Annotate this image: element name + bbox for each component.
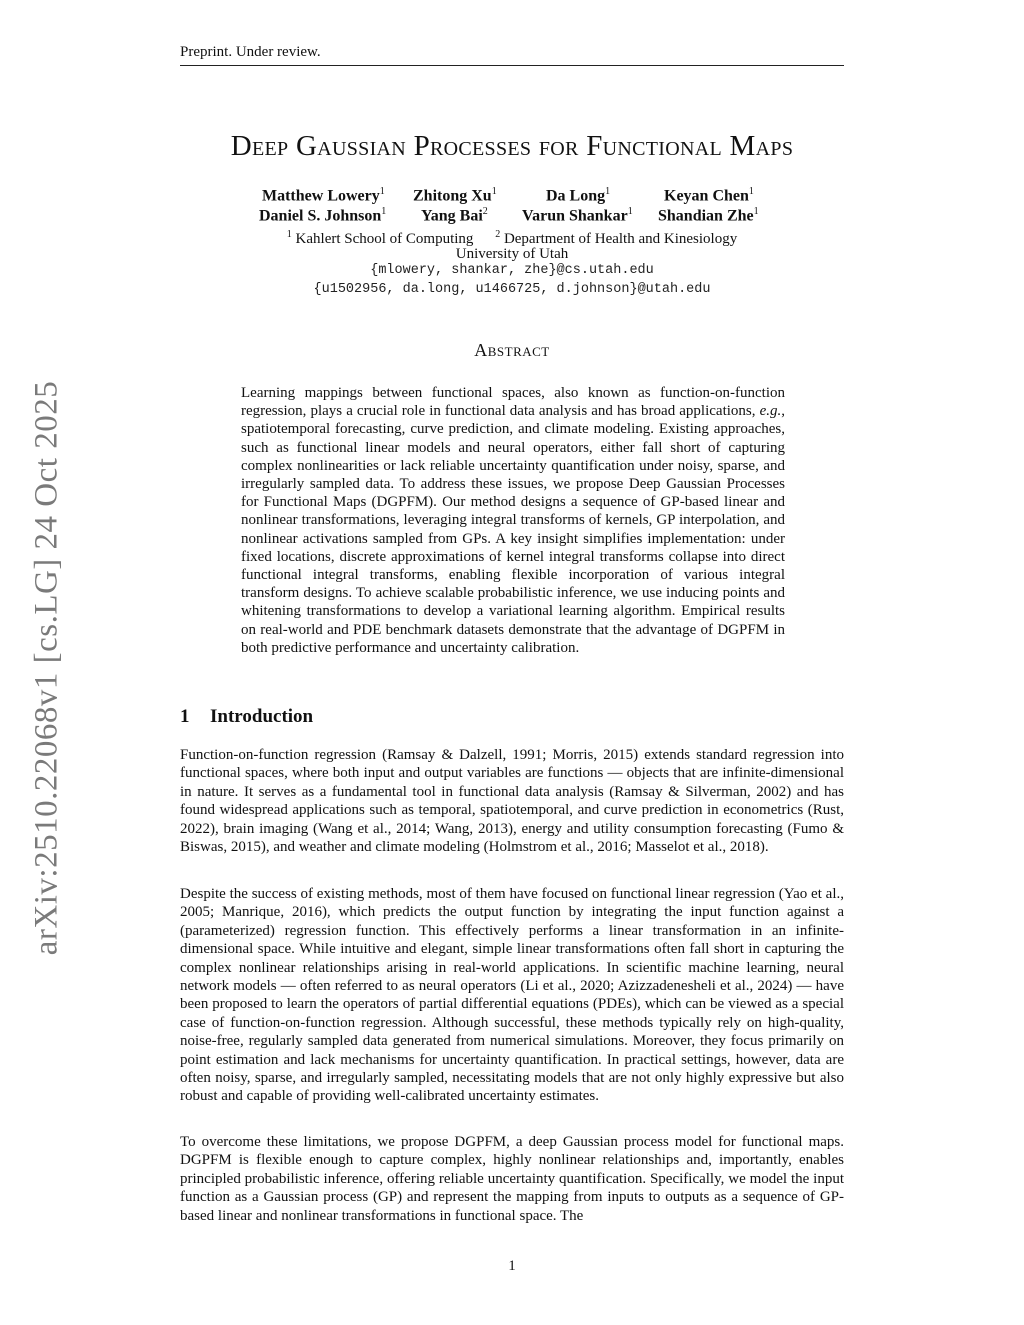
author: Matthew Lowery$^1$	[262, 186, 385, 205]
affiliation: $^1$ Kahlert School of Computing	[286, 229, 474, 247]
paragraph: To overcome these limitations, we propose DGPFM, a deep Gaussian process model for functional maps. DGPFM is flexible enough to capture complex, highly nonlinear relationships and, importantly, enables principled probabilistic inference, offering reliable uncertainty quantification. Specifically, we model the input function as a Gaussian process (GP) and represent the mapping from inputs to outputs as a sequence of GP-based linear and nonlinear transformations in functional space. The	[180, 1134, 844, 1224]
page-number: 1	[508, 1258, 516, 1274]
author: Daniel S. Johnson$^1$	[259, 206, 387, 225]
section-heading	[180, 706, 313, 728]
abstract-heading: Abstract	[474, 340, 550, 360]
author: Shandian Zhe$^1$	[658, 206, 759, 225]
author: Keyan Chen$^1$	[664, 186, 754, 205]
abstract-text: Learning mappings between functional spaces, also known as function-on-function regression, plays a crucial role in functional data analysis and has broad applications, e.g., spatiotemporal forecasting, curve prediction, and climate modeling. Existing approaches, such as functional linear models and neural operators, either fall short of capturing complex nonlinearities or lack reliable uncertainty quantification under noisy, sparse, and irregularly sampled data. To address these issues, we propose Deep Gaussian Processes for Functional Maps (DGPFM). Our method designs a sequence of GP-based linear and nonlinear transformations, leveraging integral transforms of kernels, GP interpolation, and nonlinear activations sampled from GPs. A key insight simplifies implementation: under fixed locations, discrete approximations of kernel integral transforms collapse into direct functional integral transforms, enabling flexible incorporation of various integral transform designs. To achieve scalable probabilistic inference, we use inducing points and whitening transformations to develop a variational learning algorithm. Empirical results on real-world and PDE benchmark datasets demonstrate that the advantage of DGPFM in both predictive performance and uncertainty calibration.	[241, 385, 785, 656]
author: Zhitong Xu$^1$	[413, 186, 497, 205]
university: University of Utah	[455, 246, 569, 262]
email-line: {u1502956, da.long, u1466725, d.johnson}@utah.edu	[313, 282, 711, 297]
affiliation: $^2$ Department of Health and Kinesiology	[495, 229, 738, 247]
author-row-1	[180, 186, 844, 206]
paragraph: Function-on-function regression (Ramsay & Dalzell, 1991; Morris, 2015) extends standard regression into functional spaces, where both input and output variables are functions — objects that are infinite-dimensional in nature. It serves as a fundamental tool in functional data analysis (Ramsay & Silverman, 2002) and has found widespread applications such as temporal, spatiotemporal, and curve prediction in econometrics (Rust, 2022), brain imaging (Wang et al., 2014; Wang, 2013), energy and utility consumption forecasting (Fumo & Biswas, 2015), and weather and climate modeling (Holmstrom et al., 2016; Masselot et al., 2018).	[180, 747, 844, 856]
paragraph: Despite the success of existing methods, most of them have focused on functional linear regression (Yao et al., 2005; Manrique, 2016), which predicts the output function by integrating the input function against a (parameterized) regression function. This effectively performs a linear transformation in an infinite-dimensional space. While intuitive and elegant, simple linear transformations often fall short in capturing the complex nonlinear relationships arising in real-world applications. In scientific machine learning, neural network models — often referred to as neural operators (Li et al., 2020; Azizzadenesheli et al., 2024) — have been proposed to learn the operators of partial differential equations (PDEs), which can be viewed as a special case of function-on-function regression. Although successful, these methods typically rely on high-quality, noise-free, regularly sampled data generated from numerical simulations. Moreover, they focus primarily on point estimation and lack mechanisms for uncertainty quantification. In practical settings, however, data are often noisy, sparse, and irregularly sampled, necessitating models that are not only highly expressive but also robust and capable of providing well-calibrated uncertainty estimates.	[180, 886, 844, 1105]
author-list	[180, 186, 844, 226]
author: Yang Bai$^2$	[421, 206, 488, 225]
arxiv-stamp: arXiv:2510.22068v1 [cs.LG] 24 Oct 2025	[28, 380, 65, 956]
author: Da Long$^1$	[546, 186, 611, 205]
section-title: Introduction	[210, 706, 314, 727]
running-head: Preprint. Under review.	[180, 44, 844, 66]
section-number: 1	[180, 706, 190, 727]
paper-title: Deep Gaussian Processes for Functional Maps	[230, 130, 794, 162]
author-row-2	[180, 206, 844, 226]
email-line: {mlowery, shankar, zhe}@cs.utah.edu	[370, 263, 654, 278]
author: Varun Shankar$^1$	[522, 206, 633, 225]
